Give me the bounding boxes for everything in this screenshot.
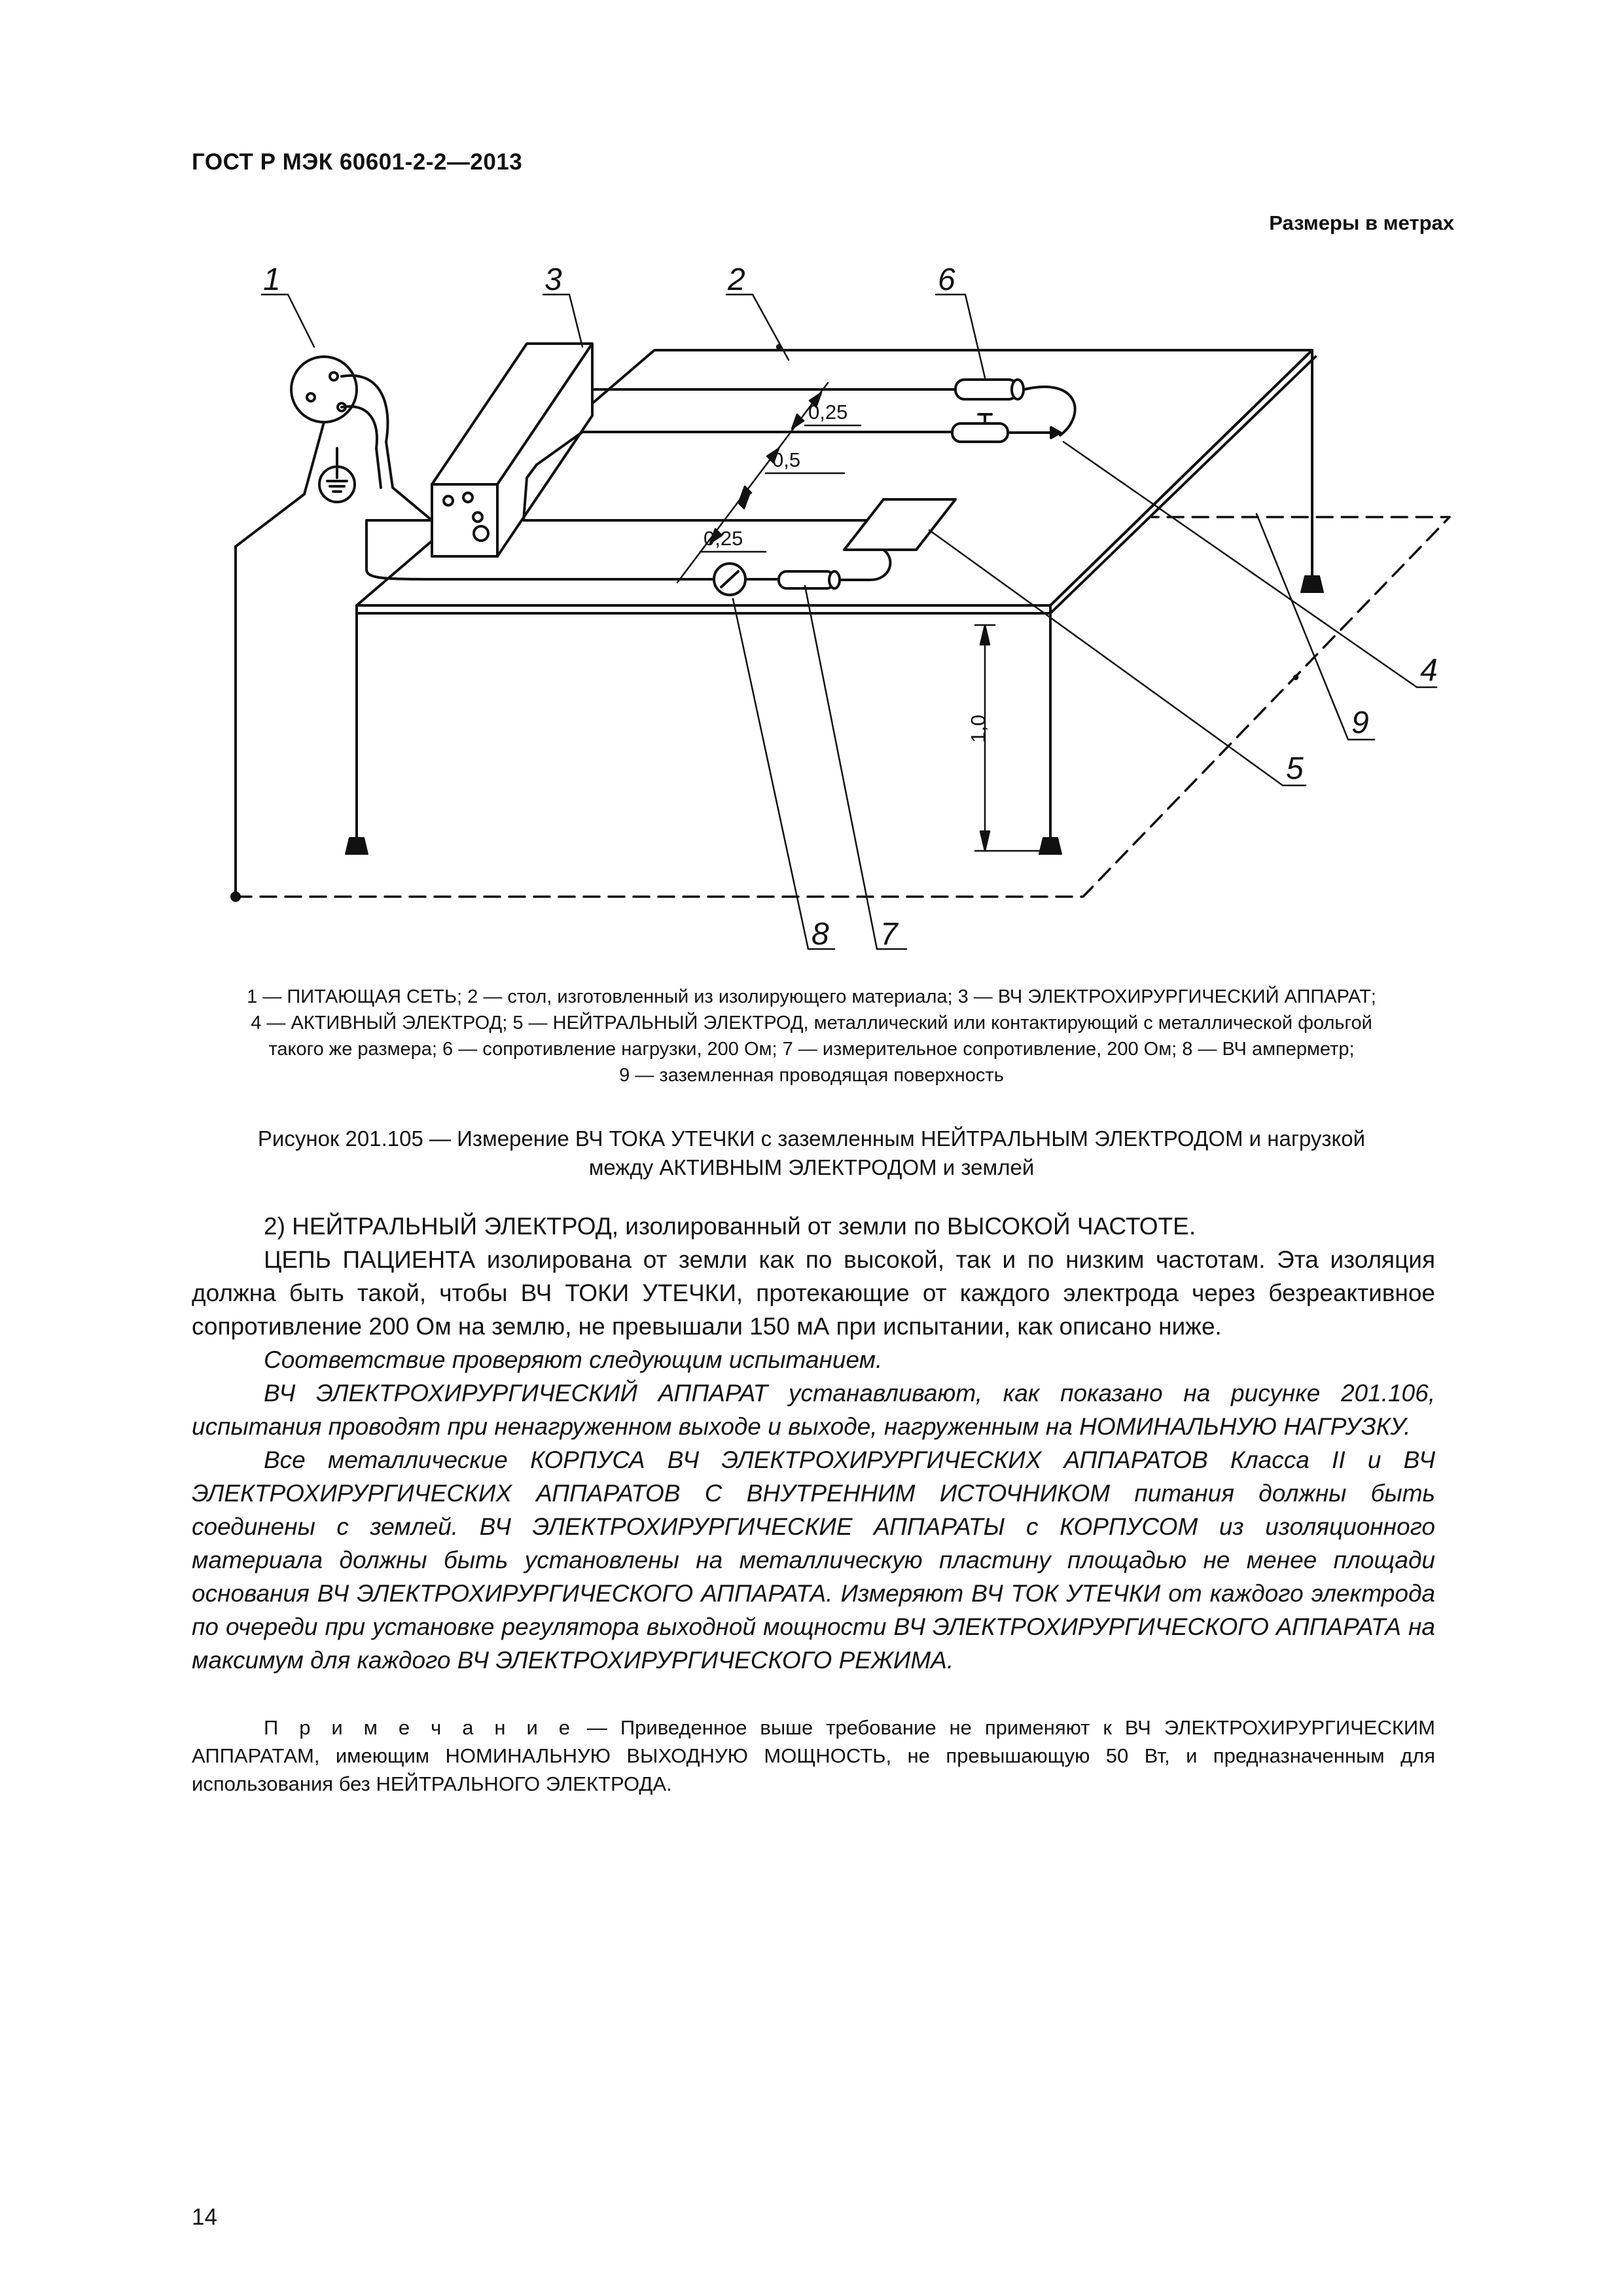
legend-line: 9 — заземленная проводящая поверхность	[619, 1065, 1004, 1086]
dim-025-top: 0,25	[808, 401, 848, 423]
callout-2: 2	[728, 262, 745, 297]
callout-4: 4	[1420, 653, 1438, 688]
body-text	[192, 1210, 1435, 1677]
figure-caption	[196, 1124, 1427, 1182]
paragraph-italic: ВЧ ЭЛЕКТРОХИРУРГИЧЕСКИЙ АППАРАТ устанавливают, как показано на рисунке 201.106, испытания проводят при ненагруженном выходе и выходе, нагруженным на НОМИНАЛЬНУЮ НАГРУЗКУ.	[192, 1380, 1435, 1440]
figure-legend	[196, 984, 1427, 1088]
paragraph: ЦЕПЬ ПАЦИЕНТА изолирована от земли как по высокой, так и по низким частотам. Эта изоляция должна быть такой, чтобы ВЧ ТОКИ УТЕЧКИ, протекающие от каждого электрода через безреактивное сопротивление 200 Ом на землю, не превышали 150 мА при испытании, как описано ниже.	[192, 1246, 1435, 1340]
units-note: Размеры в метрах	[1269, 211, 1454, 234]
callout-8: 8	[812, 917, 829, 952]
paragraph-italic: Все металлические КОРПУСА ВЧ ЭЛЕКТРОХИРУРГИЧЕСКИХ АППАРАТОВ Класса II и ВЧ ЭЛЕКТРОХИРУРГИЧЕСКИХ АППАРАТОВ С ВНУТРЕННИМ ИСТОЧНИКОМ питания должны быть соединены с землей. ВЧ ЭЛЕКТРОХИРУРГИЧЕСКИЕ АППАРАТЫ с КОРПУСОМ из изоляционного материала должны быть установлены на металлическую пластину площадью не менее площади основания ВЧ ЭЛЕКТРОХИРУРГИЧЕСКОГО АППАРАТА. Измеряют ВЧ ТОК УТЕЧКИ от каждого электрода по очереди при установке регулятора выходной мощности ВЧ ЭЛЕКТРОХИРУРГИЧЕСКОГО АППАРАТА на максимум для каждого ВЧ ЭЛЕКТРОХИРУРГИЧЕСКОГО РЕЖИМА.	[192, 1446, 1435, 1674]
mains-socket	[232, 357, 432, 901]
note-label: П р и м е ч а н и е	[264, 1716, 574, 1739]
callout-6: 6	[938, 262, 955, 297]
dim-height: 1,0	[967, 714, 990, 743]
callout-3: 3	[544, 262, 562, 297]
dim-05: 0,5	[772, 448, 801, 471]
figure-diagram	[190, 252, 1466, 959]
callout-9: 9	[1351, 706, 1369, 740]
paragraph-italic: Соответствие проверяют следующим испытанием.	[264, 1346, 883, 1373]
callout-7: 7	[880, 917, 898, 952]
document-header: ГОСТ Р МЭК 60601-2-2—2013	[192, 149, 523, 175]
callout-5: 5	[1286, 751, 1304, 786]
caption-line-2: между АКТИВНЫМ ЭЛЕКТРОДОМ и землей	[588, 1155, 1035, 1179]
page-number: 14	[192, 2204, 217, 2230]
paragraph: 2) НЕЙТРАЛЬНЫЙ ЭЛЕКТРОД, изолированный от земли по ВЫСОКОЙ ЧАСТОТЕ.	[264, 1213, 1196, 1240]
caption-line-1: Рисунок 201.105 — Измерение ВЧ ТОКА УТЕЧКИ с заземленным НЕЙТРАЛЬНЫМ ЭЛЕКТРОДОМ и нагрузкой	[257, 1126, 1366, 1151]
legend-line: 1 — ПИТАЮЩАЯ СЕТЬ; 2 — стол, изготовленный из изолирующего материала; 3 — ВЧ ЭЛЕКТРОХИРУРГИЧЕСКИЙ АППАРАТ;	[247, 986, 1376, 1007]
callout-1: 1	[263, 262, 281, 297]
legend-line: такого же размера; 6 — сопротивление нагрузки, 200 Ом; 7 — измерительное сопротивление, 200 Ом; 8 — ВЧ амперметр;	[268, 1039, 1355, 1060]
note-text: — Приведенное выше требование не применяют к ВЧ ЭЛЕКТРОХИРУРГИЧЕСКИМ АППАРАТАМ, имеющим НОМИНАЛЬНУЮ ВЫХОДНУЮ МОЩНОСТЬ, не превышающую 50 Вт, и предназначенным для использования без НЕЙТРАЛЬНОГО ЭЛЕКТРОДА.	[192, 1716, 1435, 1795]
dim-025-bottom: 0,25	[704, 527, 743, 550]
legend-line: 4 — АКТИВНЫЙ ЭЛЕКТРОД; 5 — НЕЙТРАЛЬНЫЙ ЭЛЕКТРОД, металлический или контактирующий с металлической фольгой	[251, 1013, 1372, 1033]
note	[192, 1713, 1435, 1798]
